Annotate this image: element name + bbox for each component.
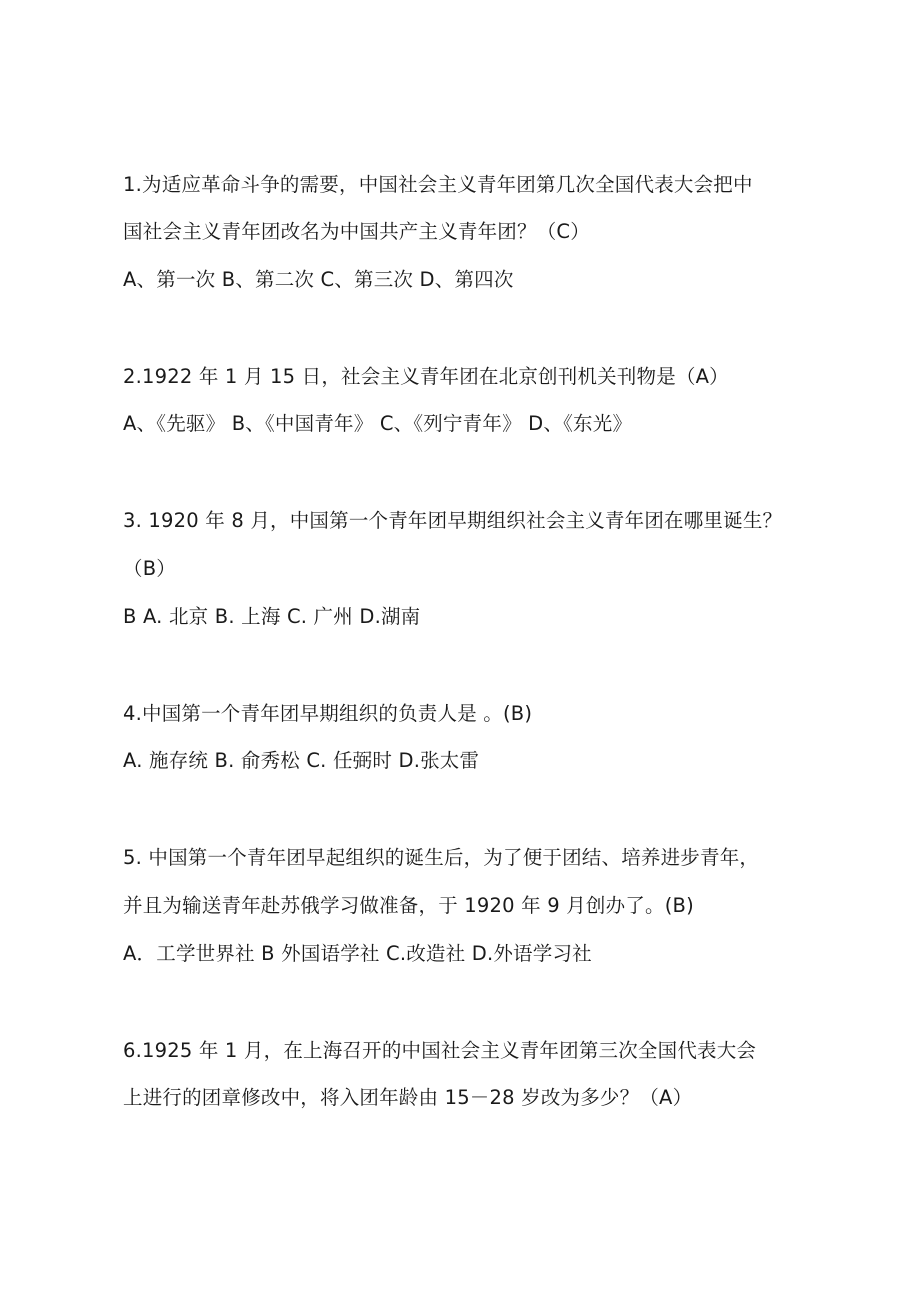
question-1-text-line-1: 1.为适应革命斗争的需要，中国社会主义青年团第几次全国代表大会把中 [123,173,753,196]
question-5-text-line-1: 5. 中国第一个青年团早起组织的诞生后，为了便于团结、培养进步青年， [123,846,760,869]
question-6-text-line-2: 上进行的团章修改中，将入团年龄由 15－28 岁改为多少？（A） [123,1086,693,1109]
question-3-text-line-2: （B） [123,557,176,580]
question-3-options: B A. 北京 B. 上海 C. 广州 D.湖南 [123,605,421,628]
question-6-text-line-1: 6.1925 年 1 月，在上海召开的中国社会主义青年团第三次全国代表大会 [123,1039,757,1062]
question-4-options: A. 施存统 B. 俞秀松 C. 任弼时 D.张太雷 [123,749,480,772]
question-1-text-line-2: 国社会主义青年团改名为中国共产主义青年团？（C） [123,220,590,243]
question-5-text-line-2: 并且为输送青年赴苏俄学习做准备，于 1920 年 9 月创办了。(B) [123,894,694,917]
question-2-options: A、《先驱》 B、《中国青年》 C、《列宁青年》 D、《东光》 [123,412,633,435]
question-5-options: A．工学世界社 B 外国语学社 C.改造社 D.外语学习社 [123,942,592,965]
question-1-options: A、第一次 B、第二次 C、第三次 D、第四次 [123,268,514,291]
question-3-text-line-1: 3. 1920 年 8 月，中国第一个青年团早期组织社会主义青年团在哪里诞生？ [123,509,783,532]
question-2-text-line-1: 2.1922 年 1 月 15 日，社会主义青年团在北京创刊机关刊物是（A） [123,365,729,388]
question-4-text-line-1: 4.中国第一个青年团早期组织的负责人是 。(B) [123,702,533,725]
